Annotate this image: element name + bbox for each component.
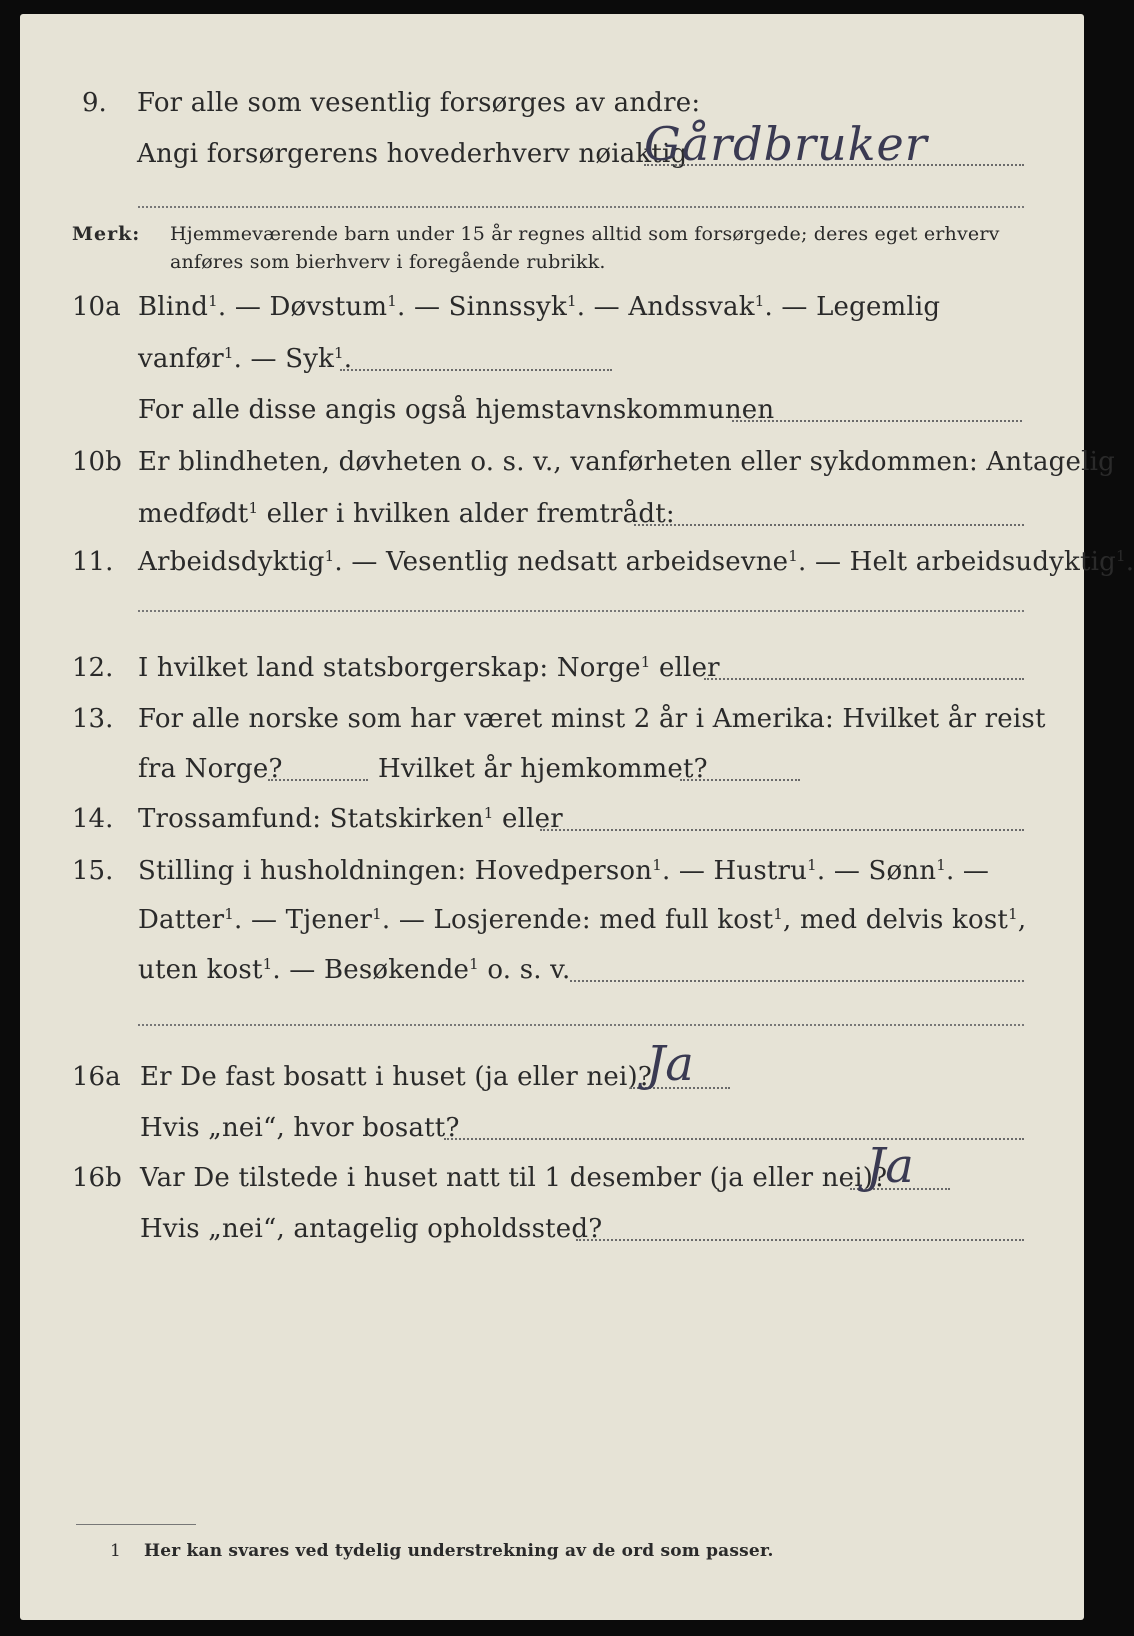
q10b-number: 10b [72,447,122,477]
q16b-line2: Hvis „nei“, antagelig opholdssted? [140,1214,603,1244]
q16b-number: 16b [72,1163,122,1193]
q12-line1: I hvilket land statsborgerskap: Norge$^1$ eller [138,653,720,683]
q16a-line2: Hvis „nei“, hvor bosatt? [140,1113,460,1143]
q12-answer-line [704,678,1024,680]
q9-handwritten-answer: Gårdbruker [644,117,928,171]
footnote-rule [76,1524,196,1525]
q13-line2b: Hvilket år hjemkommet? [378,754,708,784]
census-form-page [20,14,1134,1620]
q16a-number: 16a [72,1062,121,1092]
q11-answer-line [138,610,1024,612]
q13-hjemkommet-answer-line [680,779,800,781]
q15-answer-line [570,980,1024,982]
q14-answer-line [540,829,1024,831]
q10a-kommune-answer-line [732,420,1022,422]
q16a-bosatt-answer-line [444,1138,1024,1140]
q10b-answer-line [634,524,1024,526]
q10a-number: 10a [72,292,121,322]
q16b-opholdssted-answer-line [576,1239,1024,1241]
q9-number: 9. [82,88,107,118]
q13-line2a: fra Norge? [138,754,283,784]
q16b-line1: Var De tilstede i huset natt til 1 desember (ja eller nei)? [140,1163,888,1193]
q10b-line1: Er blindheten, døvheten o. s. v., vanførheten eller sykdommen: Antagelig [138,447,1115,477]
footnote-mark: 1 [110,1541,122,1561]
q16a-line1: Er De fast bosatt i huset (ja eller nei)? [140,1062,652,1092]
footnote-text: Her kan svares ved tydelig understrekning av de ord som passer. [144,1541,774,1561]
q13-number: 13. [72,704,114,734]
q12-number: 12. [72,653,114,683]
q15-line3: uten kost$^1$. — Besøkende$^1$ o. s. v. [138,955,571,985]
q15-number: 15. [72,856,114,886]
q16b-handwritten-answer: Ja [866,1138,914,1194]
merk-line2: anføres som bierhverv i foregående rubrikk. [170,251,606,273]
merk-line1: Hjemmeværende barn under 15 år regnes alltid som forsørgede; deres eget erhverv [170,223,1000,245]
q10a-line1: Blind$^1$. — Døvstum$^1$. — Sinnssyk$^1$. — Andssvak$^1$. — Legemlig [138,292,941,322]
q10a-line3: For alle disse angis også hjemstavnskommunen [138,395,775,425]
q14-line1: Trossamfund: Statskirken$^1$ eller [138,804,563,834]
q15-line2: Datter$^1$. — Tjener$^1$. — Losjerende: med full kost$^1$, med delvis kost$^1$, [138,905,1027,935]
q9-line2: Angi forsørgerens hovederhverv nøiaktig [137,139,688,169]
q15-line1: Stilling i husholdningen: Hovedperson$^1$. — Hustru$^1$. — Sønn$^1$. — [138,856,990,886]
q13-reist-answer-line [268,779,368,781]
q10b-line2: medfødt$^1$ eller i hvilken alder fremtrådt: [138,499,675,529]
q10a-line2: vanfør$^1$. — Syk$^1$. [138,344,353,374]
q16a-handwritten-answer: Ja [646,1036,694,1092]
q11-number: 11. [72,547,114,577]
q9-line1: For alle som vesentlig forsørges av andre: [137,88,701,118]
q13-line1: For alle norske som har været minst 2 år i Amerika: Hvilket år reist [138,704,1046,734]
q11-line1: Arbeidsdyktig$^1$. — Vesentlig nedsatt arbeidsevne$^1$. — Helt arbeidsudyktig$^1$. [138,547,1134,577]
merk-label: Merk: [72,223,141,245]
separator-rule [138,206,1024,208]
q14-number: 14. [72,804,114,834]
q10a-syk-answer-line [340,369,612,371]
q15-second-answer-line [138,1024,1024,1026]
